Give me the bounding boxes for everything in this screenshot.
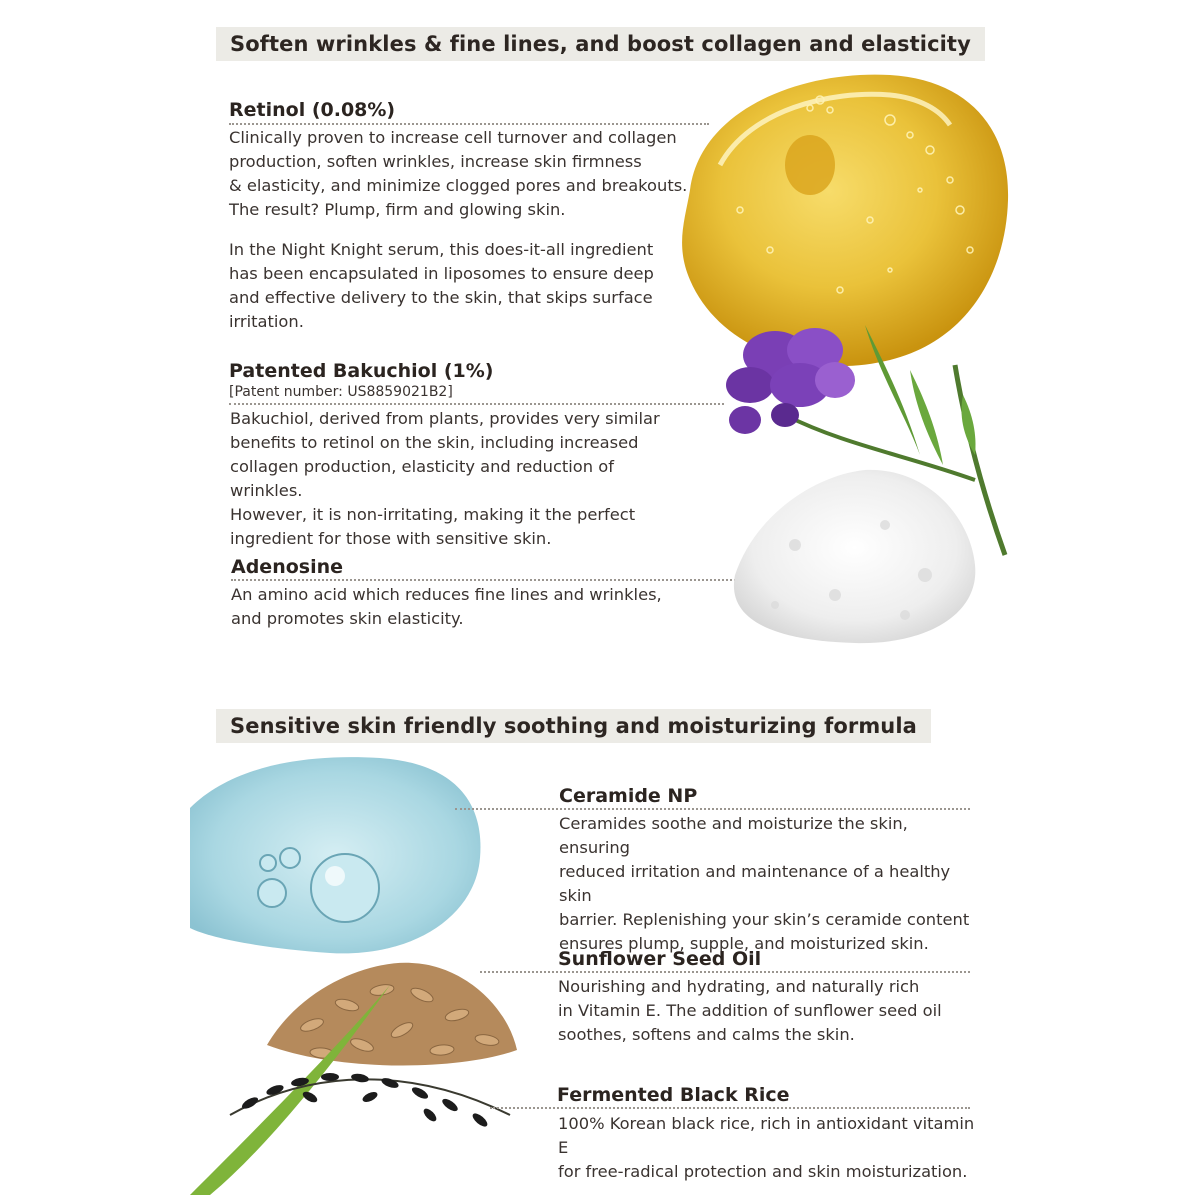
text-line: reduced irritation and maintenance of a healthy skin xyxy=(559,862,951,905)
ingredient-black-rice xyxy=(557,1083,977,1107)
text-line: & elasticity, and minimize clogged pores and breakouts. xyxy=(229,176,688,195)
divider xyxy=(229,403,724,405)
ingredient-description xyxy=(231,583,691,631)
clear-blue-gel-drop xyxy=(190,748,490,968)
text-line: In the Night Knight serum, this does-it-all ingredient xyxy=(229,240,654,259)
text-line: irritation. xyxy=(229,312,304,331)
ingredient-description xyxy=(558,975,978,1047)
divider xyxy=(455,808,970,810)
ingredient-description xyxy=(230,407,690,551)
ingredient-description xyxy=(229,126,689,334)
divider xyxy=(231,579,744,581)
text-line: Bakuchiol, derived from plants, provides very similar xyxy=(230,409,660,428)
ingredient-ceramide xyxy=(559,784,979,808)
section2-banner: Sensitive skin friendly soothing and moisturizing formula xyxy=(216,709,931,743)
patent-number: [Patent number: US8859021B2] xyxy=(229,384,453,400)
text-line: soothes, softens and calms the skin. xyxy=(558,1025,855,1044)
ingredient-heading: Fermented Black Rice xyxy=(557,1084,790,1106)
text-line: and promotes skin elasticity. xyxy=(231,609,464,628)
ingredient-heading: Ceramide NP xyxy=(559,785,698,807)
text-line: in Vitamin E. The addition of sunflower seed oil xyxy=(558,1001,942,1020)
black-rice-stalk xyxy=(190,985,520,1195)
text-line: and effective delivery to the skin, that skips surface xyxy=(229,288,653,307)
text-line: for free-radical protection and skin moisturization. xyxy=(558,1162,968,1181)
text-line: 100% Korean black rice, rich in antioxidant vitamin E xyxy=(558,1114,975,1157)
ingredient-heading: Sunflower Seed Oil xyxy=(558,948,762,970)
section1-banner: Soften wrinkles & fine lines, and boost collagen and elasticity xyxy=(216,27,985,61)
text-line: has been encapsulated in liposomes to ensure deep xyxy=(229,264,654,283)
ingredient-bakuchiol xyxy=(229,359,669,401)
text-line: Clinically proven to increase cell turnover and collagen xyxy=(229,128,677,147)
white-powder-pile xyxy=(725,455,985,655)
ingredient-sunflower xyxy=(558,947,978,971)
text-line: benefits to retinol on the skin, including increased xyxy=(230,433,639,452)
text-line: production, soften wrinkles, increase skin firmness xyxy=(229,152,642,171)
ingredient-heading: Adenosine xyxy=(231,556,344,578)
divider xyxy=(480,971,970,973)
text-line: ensures plump, supple, and moisturized skin. xyxy=(559,934,929,953)
ingredient-description xyxy=(558,1112,978,1184)
ingredient-description xyxy=(559,812,979,956)
divider xyxy=(229,123,709,125)
text-line: collagen production, elasticity and reduction of wrinkles. xyxy=(230,457,614,500)
divider xyxy=(490,1107,970,1109)
text-line: However, it is non-irritating, making it the perfect xyxy=(230,505,636,524)
ingredient-retinol xyxy=(229,98,669,122)
text-line: barrier. Replenishing your skin’s ceramide content xyxy=(559,910,970,929)
ingredient-heading: Patented Bakuchiol (1%) xyxy=(229,360,494,382)
text-line: Ceramides soothe and moisturize the skin, ensuring xyxy=(559,814,908,857)
text-line: The result? Plump, firm and glowing skin. xyxy=(229,200,566,219)
ingredient-heading: Retinol (0.08%) xyxy=(229,99,396,121)
text-line: ingredient for those with sensitive skin. xyxy=(230,529,552,548)
text-line: Nourishing and hydrating, and naturally rich xyxy=(558,977,920,996)
text-line: An amino acid which reduces fine lines and wrinkles, xyxy=(231,585,662,604)
ingredient-adenosine xyxy=(231,555,671,579)
